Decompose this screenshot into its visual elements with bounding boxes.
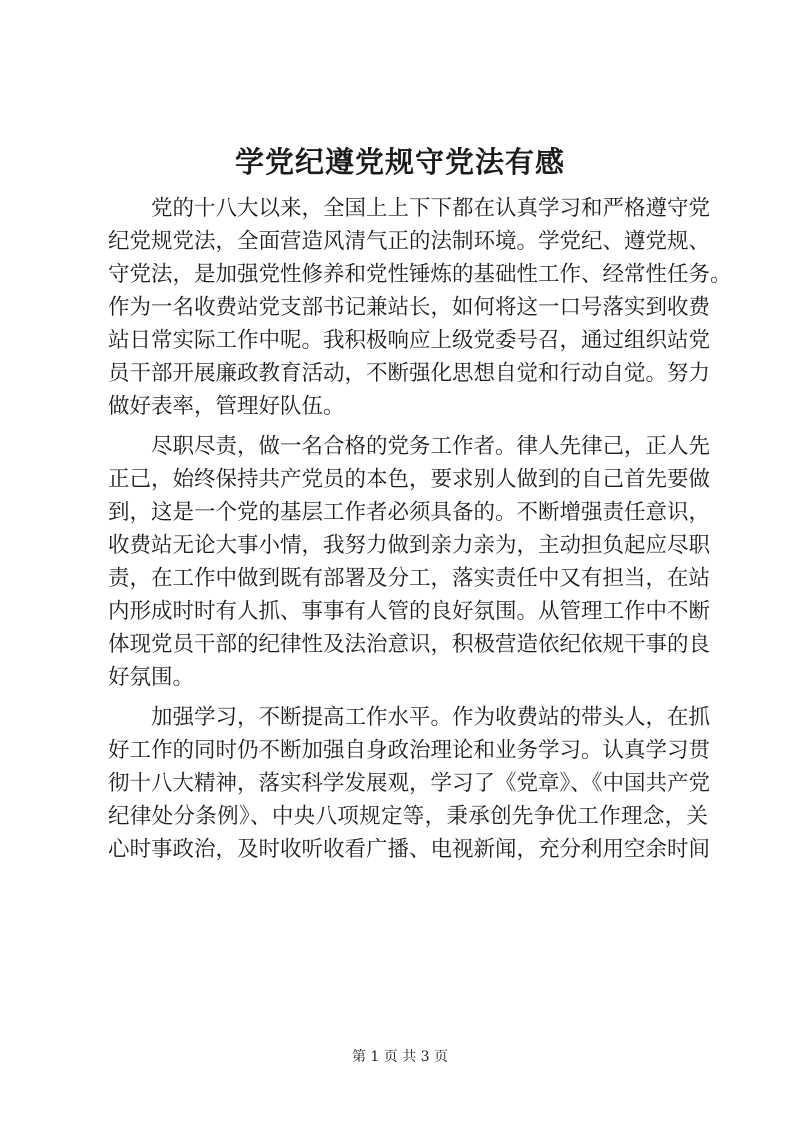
- text-line: 好工作的同时仍不断加强自身政治理论和业务学习。认真学习贯: [108, 738, 711, 763]
- text-line: 正己，始终保持共产党员的本色，要求别人做到的自己首先要做: [108, 467, 711, 492]
- text-line: 好氛围。: [108, 665, 195, 690]
- text-line: 加强学习，不断提高工作水平。作为收费站的带头人，在抓: [151, 705, 711, 730]
- text-line: 责，在工作中做到既有部署及分工，落实责任中又有担当，在站: [108, 566, 711, 591]
- text-line: 做好表率，管理好队伍。: [108, 394, 345, 419]
- text-line: 纪党规党法，全面营造风清气正的法制环境。学党纪、遵党规、: [108, 229, 711, 254]
- text-line: 尽职尽责，做一名合格的党务工作者。律人先律己，正人先: [151, 434, 711, 459]
- text-line: 员干部开展廉政教育活动，不断强化思想自觉和行动自觉。努力: [108, 361, 711, 386]
- paragraph: [108, 701, 711, 866]
- text-line: 内形成时时有人抓、事事有人管的良好氛围。从管理工作中不断: [108, 599, 711, 624]
- text-line: 站日常实际工作中呢。我积极响应上级党委号召，通过组织站党: [108, 328, 711, 353]
- text-line: 心时事政治，及时收听收看广播、电视新闻，充分利用空余时间: [108, 837, 711, 862]
- document-title: 学党纪遵党规守党法有感: [234, 145, 565, 179]
- text-line: 纪律处分条例》、中央八项规定等，秉承创先争优工作理念，关: [108, 804, 708, 829]
- text-line: 党的十八大以来，全国上上下下都在认真学习和严格遵守党: [151, 196, 711, 221]
- paragraph: [108, 192, 732, 423]
- text-line: 收费站无论大事小情，我努力做到亲力亲为，主动担负起应尽职: [108, 533, 711, 558]
- text-line: 体现党员干部的纪律性及法治意识，积极营造依纪依规干事的良: [108, 632, 711, 657]
- text-line: 到，这是一个党的基层工作者必须具备的。不断增强责任意识，: [108, 500, 711, 525]
- document-body: [108, 192, 732, 866]
- text-line: 作为一名收费站党支部书记兼站长，如何将这一口号落实到收费: [108, 295, 711, 320]
- page-footer: 第 1 页 共 3 页: [351, 1049, 449, 1065]
- text-line: 守党法，是加强党性修养和党性锤炼的基础性工作、经常性任务。: [108, 262, 732, 287]
- paragraph: [108, 430, 711, 694]
- text-line: 彻十八大精神，落实科学发展观，学习了《党章》、《中国共产党: [108, 771, 711, 796]
